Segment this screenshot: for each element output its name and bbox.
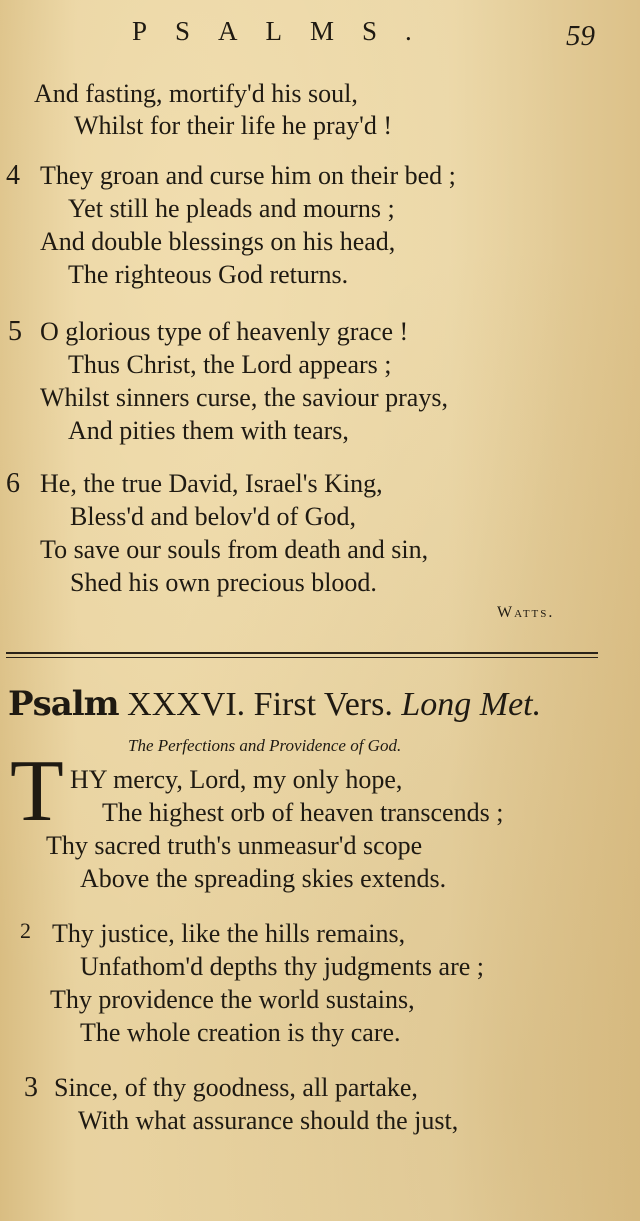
stanza-number: 5 [8,316,22,347]
verse-line: Thy providence the world sustains, [50,985,415,1014]
running-head: PSALMS. [132,16,440,46]
psalm-heading-number: XXXVI. First Vers. [118,686,402,723]
verse-line: O glorious type of heavenly grace ! [40,317,409,346]
verse-line: They groan and curse him on their bed ; [40,161,456,190]
verse-line: Unfathom'd depths thy judgments are ; [80,952,485,981]
verse-line: Whilst sinners curse, the saviour prays, [40,383,448,412]
psalm-subtitle: The Perfections and Providence of God. [128,736,402,755]
verse-line: Whilst for their life he pray'd ! [74,111,393,140]
drop-cap: T [10,743,64,840]
verse-line: HY mercy, Lord, my only hope, [70,765,403,794]
verse-line: And pities them with tears, [68,416,349,445]
verse-line: And double blessings on his head, [40,227,396,256]
verse-line: Since, of thy goodness, all partake, [54,1073,418,1102]
page-number: 59 [566,20,595,52]
verse-line: He, the true David, Israel's King, [40,469,383,498]
verse-line: And fasting, mortify'd his soul, [34,79,358,108]
stanza-number: 6 [6,468,20,499]
divider-rule [6,657,598,658]
verse-line: The whole creation is thy care. [80,1018,401,1047]
verse-line: Thy sacred truth's unmeasur'd scope [46,831,423,860]
psalm-heading-meter: Long Met. [401,686,542,723]
verse-line: The righteous God returns. [68,260,349,289]
verse-line: To save our souls from death and sin, [40,535,429,564]
verse-line: The highest orb of heaven transcends ; [102,798,504,827]
verse-line: Yet still he pleads and mourns ; [68,194,395,223]
stanza-number: 4 [6,160,20,191]
verse-line: Thus Christ, the Lord appears ; [68,350,392,379]
verse-line: With what assurance should the just, [78,1106,459,1135]
stanza-number: 2 [20,918,31,943]
divider-rule [6,652,598,654]
verse-line: Thy justice, like the hills remains, [52,919,406,948]
verse-line: Shed his own precious blood. [70,568,377,597]
verse-line: Bless'd and belov'd of God, [70,502,356,531]
stanza-number: 3 [24,1072,38,1103]
psalm-heading-blackletter: Psalm [8,684,119,724]
psalm-heading [8,684,541,724]
attribution: Watts. [497,604,555,621]
verse-line: Above the spreading skies extends. [80,864,447,893]
